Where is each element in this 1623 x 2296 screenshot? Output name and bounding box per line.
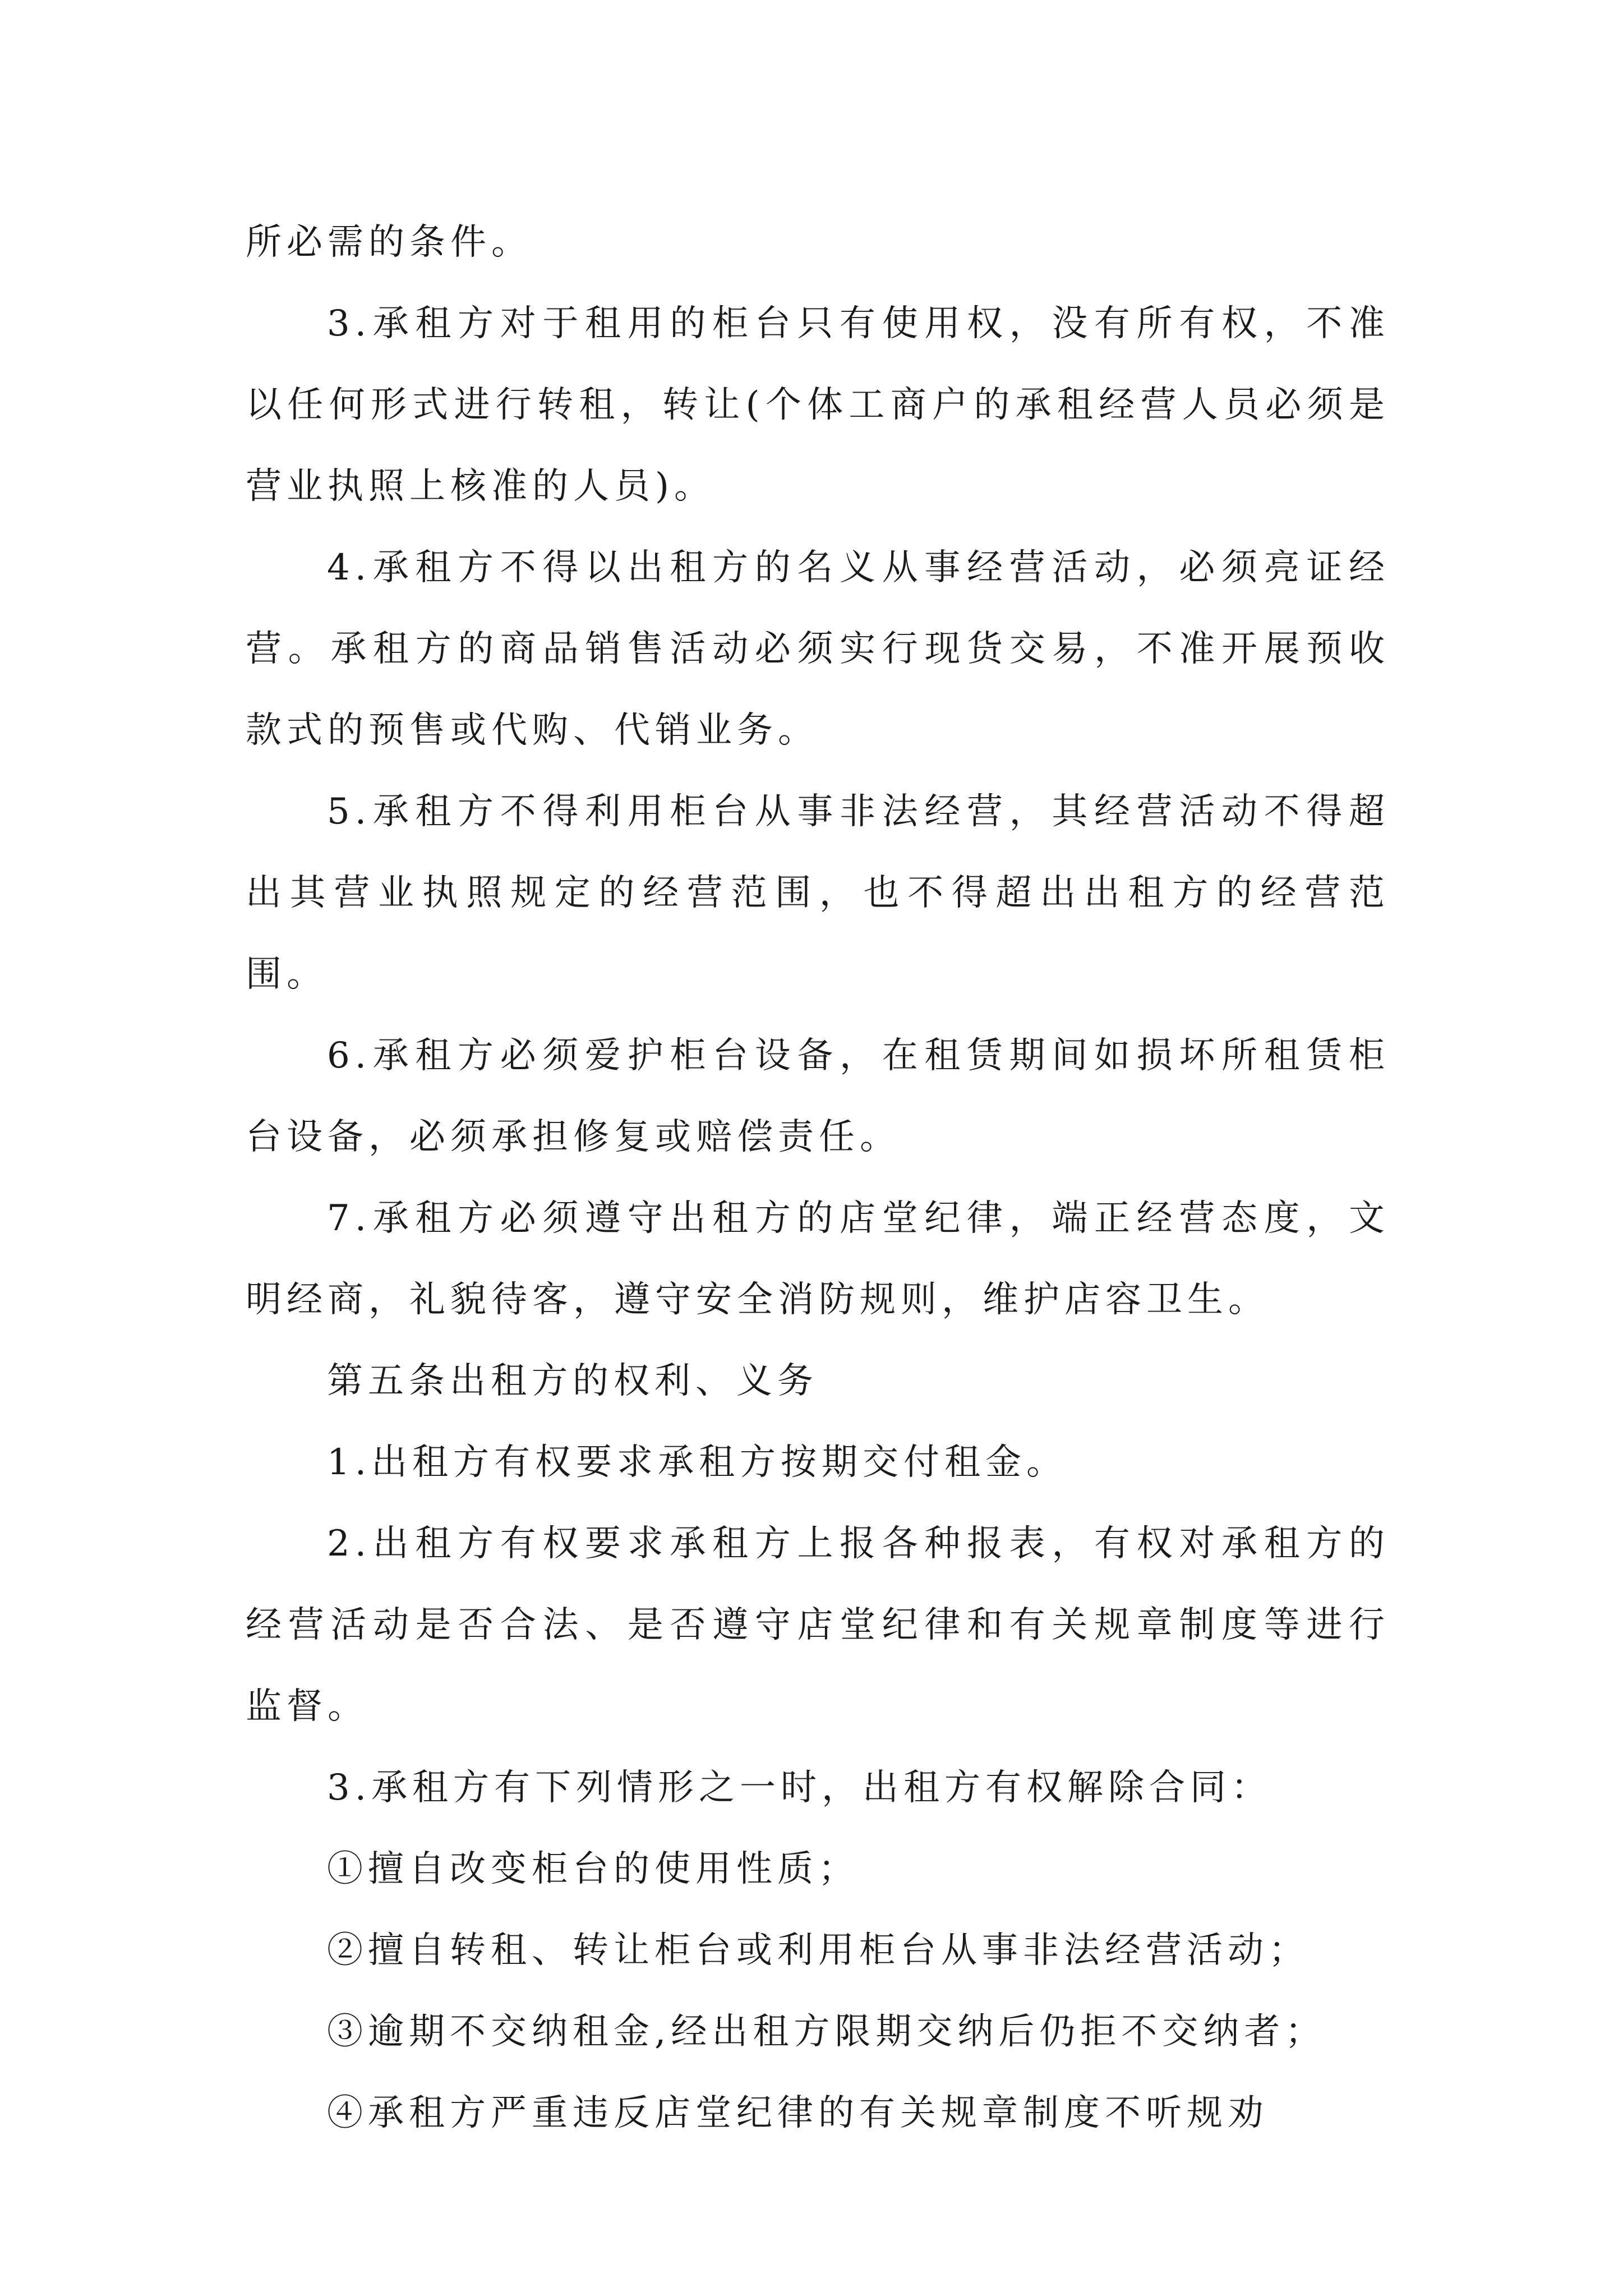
- clause-5-item-3: 3.承租方有下列情形之一时，出租方有权解除合同：: [327, 1767, 1272, 1809]
- clause-4-item-5: 5.承租方不得利用柜台从事非法经营，其经营活动不得超出其营业执照规定的经营范围，也不得超出出租方的经营范围。: [246, 791, 1390, 995]
- document-body: [246, 202, 1390, 2154]
- clause-5-heading: 第五条出租方的权利、义务: [327, 1360, 818, 1402]
- clause-5-item-1: 1.出租方有权要求承租方按期交付租金。: [327, 1442, 1068, 1483]
- sub-item-4: ④承租方严重违反店堂纪律的有关规章制度不听规劝: [327, 2092, 1269, 2134]
- paragraph-continuation: 所必需的条件。: [246, 222, 532, 263]
- sub-item-1: ①擅自改变柜台的使用性质；: [327, 1848, 859, 1890]
- sub-item-2: ②擅自转租、转让柜台或利用柜台从事非法经营活动；: [327, 1930, 1310, 1971]
- clause-4-item-4: 4.承租方不得以出租方的名义从事经营活动，必须亮证经营。承租方的商品销售活动必须实行现货交易，不准开展预收款式的预售或代购、代销业务。: [246, 547, 1390, 751]
- sub-item-3: ③逾期不交纳租金,经出租方限期交纳后仍拒不交纳者；: [327, 2011, 1326, 2053]
- clause-4-item-3: 3.承租方对于租用的柜台只有使用权，没有所有权，不准以任何形式进行转租，转让(个体工商户的承租经营人员必须是营业执照上核准的人员)。: [246, 303, 1390, 507]
- clause-4-item-6: 6.承租方必须爱护柜台设备，在租赁期间如损坏所租赁柜台设备，必须承担修复或赔偿责任。: [246, 1035, 1390, 1158]
- clause-5-item-2: 2.出租方有权要求承租方上报各种报表，有权对承租方的经营活动是否合法、是否遵守店堂纪律和有关规章制度等进行监督。: [246, 1523, 1390, 1727]
- clause-4-item-7: 7.承租方必须遵守出租方的店堂纪律，端正经营态度，文明经商，礼貌待客，遵守安全消防规则，维护店容卫生。: [246, 1198, 1390, 1320]
